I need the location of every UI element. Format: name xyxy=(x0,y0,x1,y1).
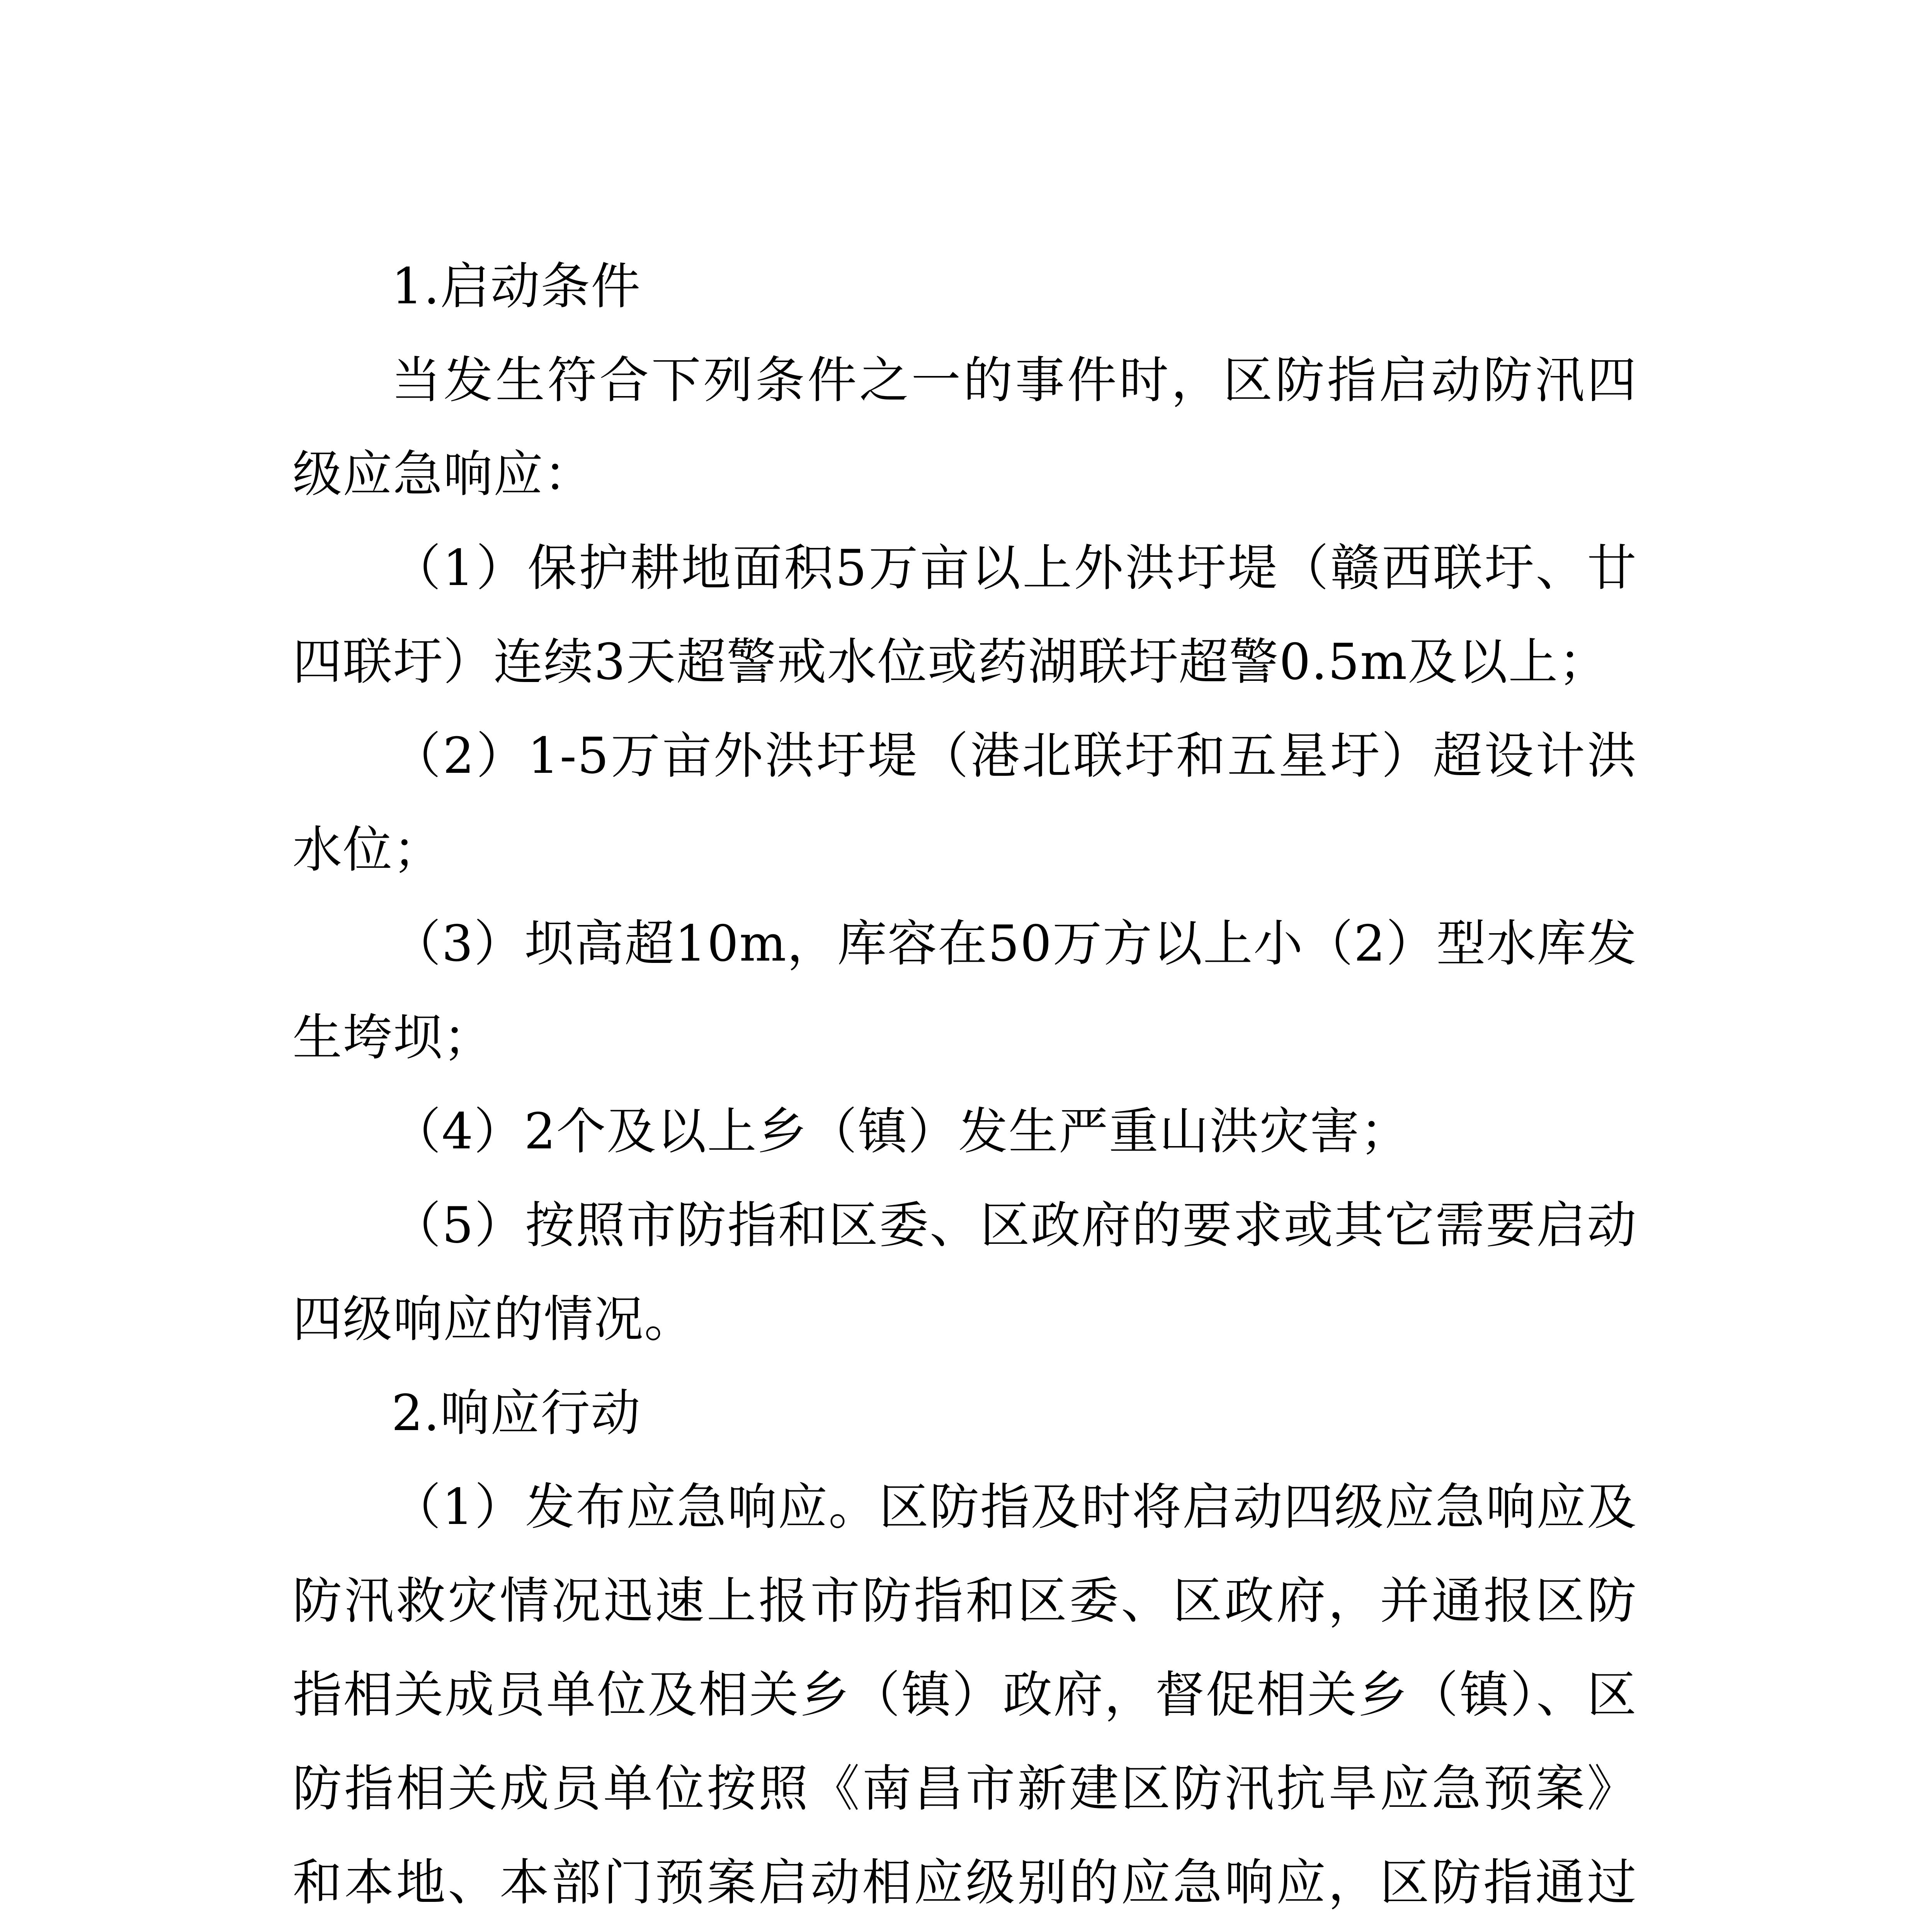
section-heading-response-actions: 2.响应行动 xyxy=(391,1384,641,1442)
paragraph: （2）1-5万亩外洪圩堤（港北联圩和五星圩）超设计洪水位； xyxy=(293,727,1637,879)
document-body xyxy=(293,240,1637,1932)
section-heading-start-conditions: 1.启动条件 xyxy=(391,258,641,315)
paragraph: （3）坝高超10m，库容在50万方以上小（2）型水库发生垮坝； xyxy=(293,915,1638,1066)
paragraph: （1）发布应急响应。区防指及时将启动四级应急响应及防汛救灾情况迅速上报市防指和区委、区政府，并通报区防指相关成员单位及相关乡（镇）政府，督促相关乡（镇）、区防指相关成员单位按照《南昌市新建区防汛抗旱应急预案》和本地、本部门预案启动相应级别的应急响应，区防指通过 xyxy=(293,1478,1637,1912)
paragraph: （5）按照市防指和区委、区政府的要求或其它需要启动四级响应的情况。 xyxy=(293,1197,1637,1348)
paragraph: 当发生符合下列条件之一的事件时，区防指启动防汛四级应急响应： xyxy=(293,352,1637,503)
paragraph: （4）2个及以上乡（镇）发生严重山洪灾害； xyxy=(391,1103,1410,1160)
paragraph: （1）保护耕地面积5万亩以上外洪圩堤（赣西联圩、廿四联圩）连续3天超警戒水位或药湖联圩超警0.5m及以上； xyxy=(293,539,1637,691)
